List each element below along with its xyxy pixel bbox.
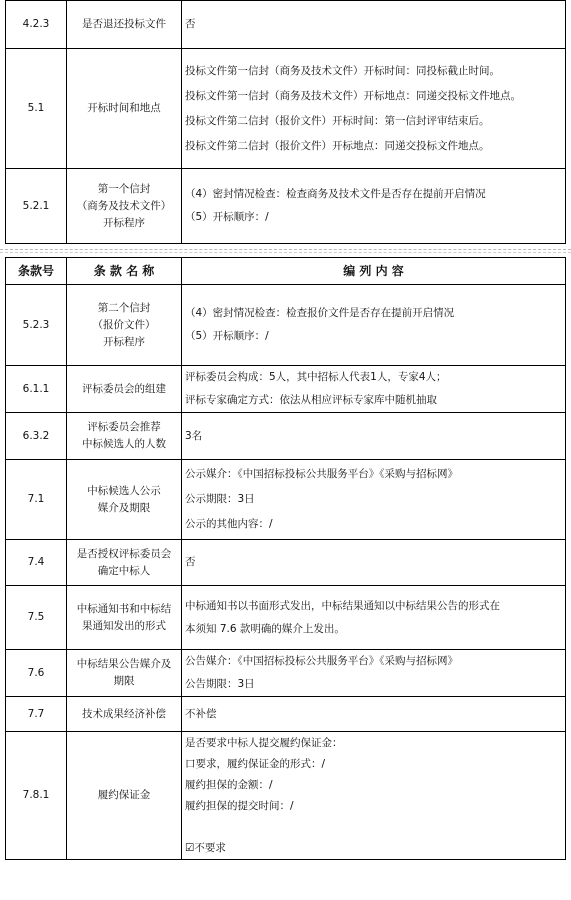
content-line: [185, 817, 562, 838]
content-line: ☑不要求: [185, 841, 226, 854]
header-clause-name: 条 款 名 称: [67, 258, 182, 285]
clause-number: 6.3.2: [6, 413, 67, 460]
clause-name-line: 开标时间和地点: [87, 102, 161, 114]
clause-name: [67, 460, 182, 540]
clause-number: 7.1: [6, 460, 67, 540]
clause-name: [67, 650, 182, 697]
content-line: 评标专家确定方式：依法从相应评标专家库中随机抽取: [185, 394, 437, 406]
content-line: 3名: [185, 429, 203, 442]
table-row: [6, 285, 566, 366]
table-row: [6, 650, 566, 697]
clause-number: 7.4: [6, 540, 67, 586]
table-row: [6, 697, 566, 732]
table-row: [6, 460, 566, 540]
clause-content: [182, 1, 566, 49]
clause-name-line: 期限: [113, 675, 135, 687]
clause-name-line: 履约保证金: [97, 789, 151, 801]
clause-table-main: [5, 257, 566, 860]
content-line: 履约担保的提交时间：/: [185, 799, 294, 812]
content-line: 投标文件第二信封（报价文件）开标地点：同递交投标文件地点。: [185, 139, 490, 152]
content-line: 不补偿: [185, 707, 217, 720]
clause-name: [67, 732, 182, 860]
content-line: 投标文件第一信封（商务及技术文件）开标时间：同投标截止时间。: [185, 64, 500, 77]
content-line: （5）开标顺序：/: [185, 211, 269, 223]
clause-name-line: 技术成果经济补偿: [82, 707, 166, 720]
clause-name-line: 第一个信封: [97, 182, 151, 195]
clause-name-line: 是否授权评标委员会: [76, 547, 172, 560]
clause-number: 7.7: [6, 697, 67, 732]
clause-name-line: 中标结果公告媒介及: [76, 658, 172, 670]
clause-content: [182, 697, 566, 732]
clause-number: 7.5: [6, 586, 67, 650]
content-line: （5）开标顺序：/: [185, 330, 269, 342]
table-row: [6, 732, 566, 860]
table-row: [6, 49, 566, 169]
clause-name: [67, 540, 182, 586]
clause-name: [67, 285, 182, 366]
content-line: 口要求，履约保证金的形式：/: [185, 757, 326, 770]
table-row: [6, 413, 566, 460]
clause-table-top: [5, 0, 566, 244]
table-row: [6, 366, 566, 413]
clause-number: 5.1: [6, 49, 67, 169]
clause-number: 5.2.1: [6, 169, 67, 244]
content-line: 否: [185, 18, 196, 30]
content-line: 是否要求中标人提交履约保证金：: [185, 736, 343, 749]
content-line: 否: [185, 556, 196, 568]
clause-name: [67, 169, 182, 244]
header-clause-number: 条款号: [6, 258, 67, 285]
clause-content: [182, 413, 566, 460]
page-break: [0, 244, 571, 257]
content-line: 投标文件第二信封（报价文件）开标时间：第一信封评审结束后。: [185, 114, 490, 127]
clause-name-line: 评标委员会推荐: [87, 421, 161, 433]
content-line: 中标通知书以书面形式发出，中标结果通知以中标结果公告的形式在: [185, 599, 500, 612]
content-line: 公示媒介：《中国招标投标公共服务平台》《采购与招标网》: [185, 468, 458, 480]
content-line: 履约担保的金额：/: [185, 778, 273, 791]
clause-content: [182, 49, 566, 169]
table-row: [6, 169, 566, 244]
clause-name-line: 确定中标人: [97, 564, 151, 577]
content-line: 评标委员会构成：5人，其中招标人代表1人，专家4人；: [185, 371, 447, 383]
content-line: 公示的其他内容：/: [185, 518, 273, 530]
clause-name-line: 开标程序: [103, 335, 145, 348]
clause-name: [67, 697, 182, 732]
content-line: 本须知 7.6 款明确的媒介上发出。: [185, 622, 345, 635]
clause-content: [182, 169, 566, 244]
table-row: [6, 540, 566, 586]
clause-name-line: 评标委员会的组建: [82, 382, 166, 395]
clause-name: [67, 49, 182, 169]
content-line: （4）密封情况检查：检查商务及技术文件是否存在提前开启情况: [185, 188, 486, 200]
clause-name-line: 中标候选人公示: [87, 484, 161, 497]
clause-name-line: 中标候选人的人数: [82, 438, 166, 450]
clause-name-line: 果通知发出的形式: [82, 619, 166, 632]
clause-content: [182, 285, 566, 366]
clause-name-line: 是否退还投标文件: [82, 18, 166, 30]
table-row: [6, 586, 566, 650]
clause-name: [67, 366, 182, 413]
clause-content: [182, 650, 566, 697]
clause-content: [182, 366, 566, 413]
clause-name: [67, 413, 182, 460]
clause-name-line: （商务及技术文件）: [76, 199, 172, 212]
header-content: 编 列 内 容: [182, 258, 566, 285]
clause-name: [67, 586, 182, 650]
content-line: 公告期限：3日: [185, 678, 255, 690]
table-header-row: [6, 258, 566, 285]
clause-content: [182, 586, 566, 650]
clause-name-line: 媒介及期限: [97, 501, 151, 514]
clause-name-line: 中标通知书和中标结: [76, 602, 172, 615]
clause-number: 7.6: [6, 650, 67, 697]
clause-number: 6.1.1: [6, 366, 67, 413]
clause-content: [182, 540, 566, 586]
clause-number: 4.2.3: [6, 1, 67, 49]
content-line: 投标文件第一信封（商务及技术文件）开标地点：同递交投标文件地点。: [185, 89, 521, 102]
content-line: （4）密封情况检查：检查报价文件是否存在提前开启情况: [185, 307, 455, 319]
clause-number: 5.2.3: [6, 285, 67, 366]
content-line: 公告媒介：《中国招标投标公共服务平台》《采购与招标网》: [185, 655, 458, 667]
clause-content: [182, 732, 566, 860]
table-row: [6, 1, 566, 49]
clause-number: 7.8.1: [6, 732, 67, 860]
clause-name-line: 第二个信封: [97, 301, 151, 314]
content-line: 公示期限：3日: [185, 493, 255, 505]
clause-content: [182, 460, 566, 540]
clause-name: [67, 1, 182, 49]
clause-name-line: 开标程序: [103, 216, 145, 229]
clause-name-line: （报价文件）: [92, 318, 156, 331]
